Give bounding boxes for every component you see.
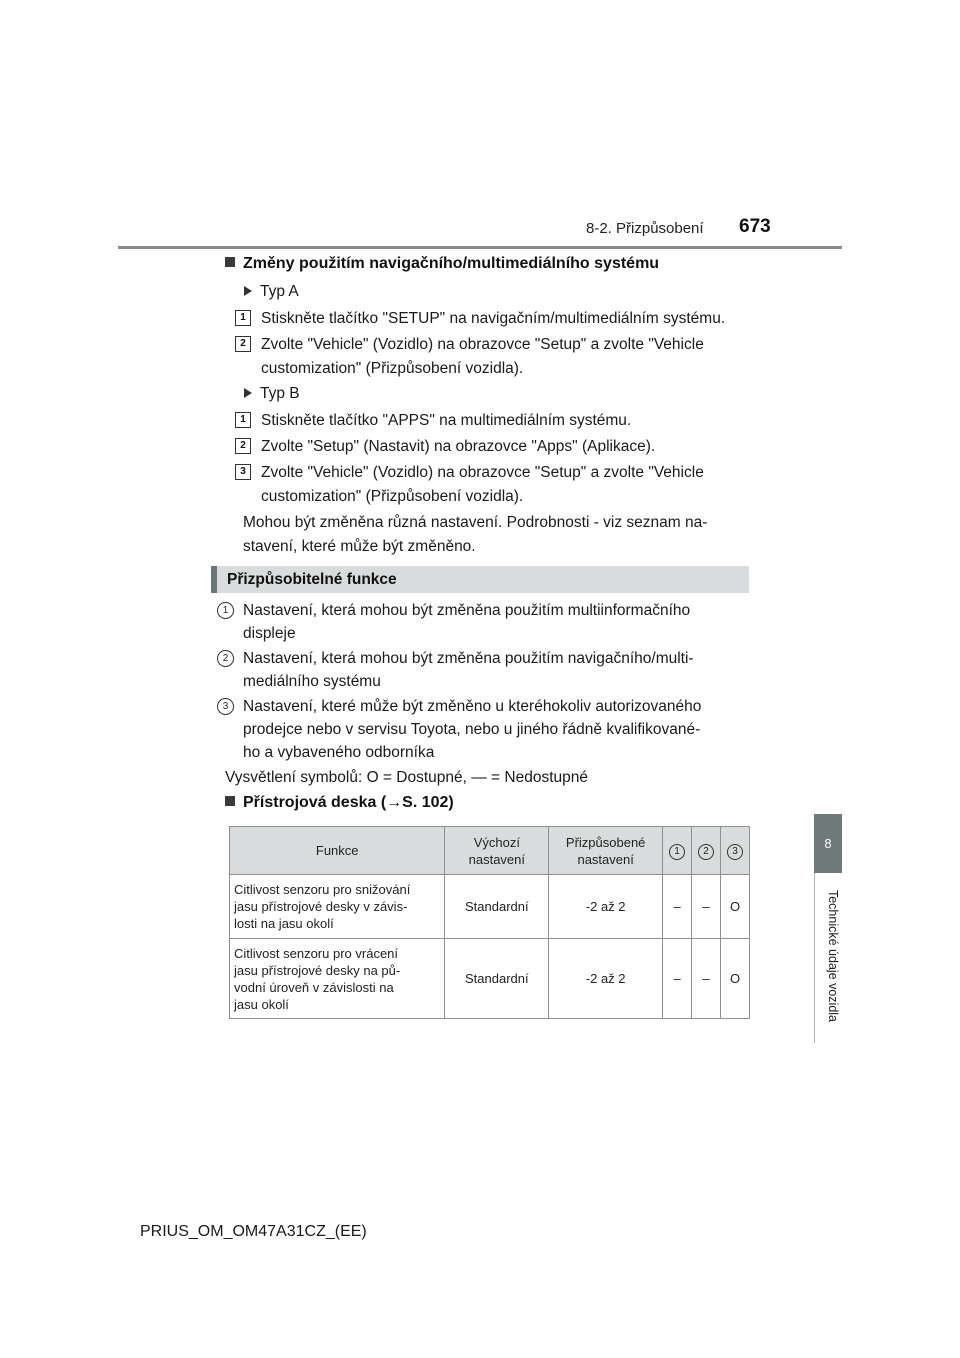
square-bullet-icon xyxy=(225,257,235,267)
legend-text: ho a vybaveného odborníka xyxy=(243,744,435,761)
section-header: 8-2. Přizpůsobení xyxy=(586,220,704,237)
step-number: 1 xyxy=(235,310,251,326)
type-b-label: Typ B xyxy=(244,382,300,406)
type-a-label: Typ A xyxy=(244,280,299,304)
step-text: Stiskněte tlačítko "APPS" na multimediálním systému. xyxy=(261,412,632,429)
header-col-1: 1 xyxy=(663,827,692,875)
chapter-tab-line xyxy=(814,873,815,1043)
step-text: Stiskněte tlačítko "SETUP" na navigačním/multimediálním systému. xyxy=(261,310,726,327)
header-col-3: 3 xyxy=(721,827,750,875)
legend-number: 2 xyxy=(217,650,234,667)
section-heading-navigation: Změny použitím navigačního/multimediálního systému xyxy=(225,255,659,273)
legend-text: Nastavení, které může být změněno u kteréhokoliv autorizovaného xyxy=(243,698,702,715)
legend-text: mediálního systému xyxy=(243,673,381,690)
step-text: Zvolte "Vehicle" (Vozidlo) na obrazovce "Setup" a zvolte "Vehicle xyxy=(261,336,704,353)
legend-text: prodejce nebo v servisu Toyota, nebo u jiného řádně kvalifikované- xyxy=(243,721,701,738)
row-col-3: O xyxy=(721,939,750,1019)
section-heading-instrument-panel: Přístrojová deska (→S. 102) xyxy=(225,794,454,812)
symbol-explanation: Vysvětlení symbolů: O = Dostupné, — = Nedostupné xyxy=(225,769,589,786)
header-function: Funkce xyxy=(230,827,445,875)
chapter-tab: 8 xyxy=(814,814,842,873)
row-default: Standardní xyxy=(445,939,549,1019)
table-header-row xyxy=(230,827,750,875)
header-divider xyxy=(118,246,842,249)
row-col-1: – xyxy=(663,875,692,939)
row-function: Citlivost senzoru pro vrácení jasu přístrojové desky na pů- vodní úroveň v závislosti na jasu okolí xyxy=(230,939,445,1019)
legend-text: Nastavení, která mohou být změněna použitím navigačního/multi- xyxy=(243,650,694,667)
row-col-2: – xyxy=(692,939,721,1019)
step-text: Zvolte "Setup" (Nastavit) na obrazovce "Apps" (Aplikace). xyxy=(261,438,656,455)
row-col-3: O xyxy=(721,875,750,939)
note-text: stavení, které může být změněno. xyxy=(243,538,476,555)
step-number: 2 xyxy=(235,336,251,352)
step-text: Zvolte "Vehicle" (Vozidlo) na obrazovce "Setup" a zvolte "Vehicle xyxy=(261,464,704,481)
step-number: 3 xyxy=(235,464,251,480)
arrow-right-icon xyxy=(244,388,252,398)
arrow-right-icon xyxy=(244,286,252,296)
step-number: 2 xyxy=(235,438,251,454)
chapter-title: Technické údaje vozidla xyxy=(826,889,840,1023)
settings-table xyxy=(229,826,750,1019)
table-row xyxy=(230,939,750,1019)
legend-number: 1 xyxy=(217,602,234,619)
row-col-2: – xyxy=(692,875,721,939)
square-bullet-icon xyxy=(225,796,235,806)
customizable-functions-banner: Přizpůsobitelné funkce xyxy=(211,566,749,593)
header-col-2: 2 xyxy=(692,827,721,875)
legend-number: 3 xyxy=(217,698,234,715)
header-default: Výchozí nastavení xyxy=(445,827,549,875)
row-custom: -2 až 2 xyxy=(549,939,663,1019)
row-custom: -2 až 2 xyxy=(549,875,663,939)
row-function: Citlivost senzoru pro snižování jasu přístrojové desky v závis- losti na jasu okolí xyxy=(230,875,445,939)
document-code: PRIUS_OM_OM47A31CZ_(EE) xyxy=(140,1223,367,1240)
step-number: 1 xyxy=(235,412,251,428)
page-number: 673 xyxy=(739,216,771,237)
step-text: customization" (Přizpůsobení vozidla). xyxy=(261,488,524,505)
legend-text: displeje xyxy=(243,625,296,642)
table-row xyxy=(230,875,750,939)
row-col-1: – xyxy=(663,939,692,1019)
legend-text: Nastavení, která mohou být změněna použitím multiinformačního xyxy=(243,602,691,619)
step-text: customization" (Přizpůsobení vozidla). xyxy=(261,360,524,377)
row-default: Standardní xyxy=(445,875,549,939)
header-custom: Přizpůsobené nastavení xyxy=(549,827,663,875)
note-text: Mohou být změněna různá nastavení. Podrobnosti - viz seznam na- xyxy=(243,514,708,531)
